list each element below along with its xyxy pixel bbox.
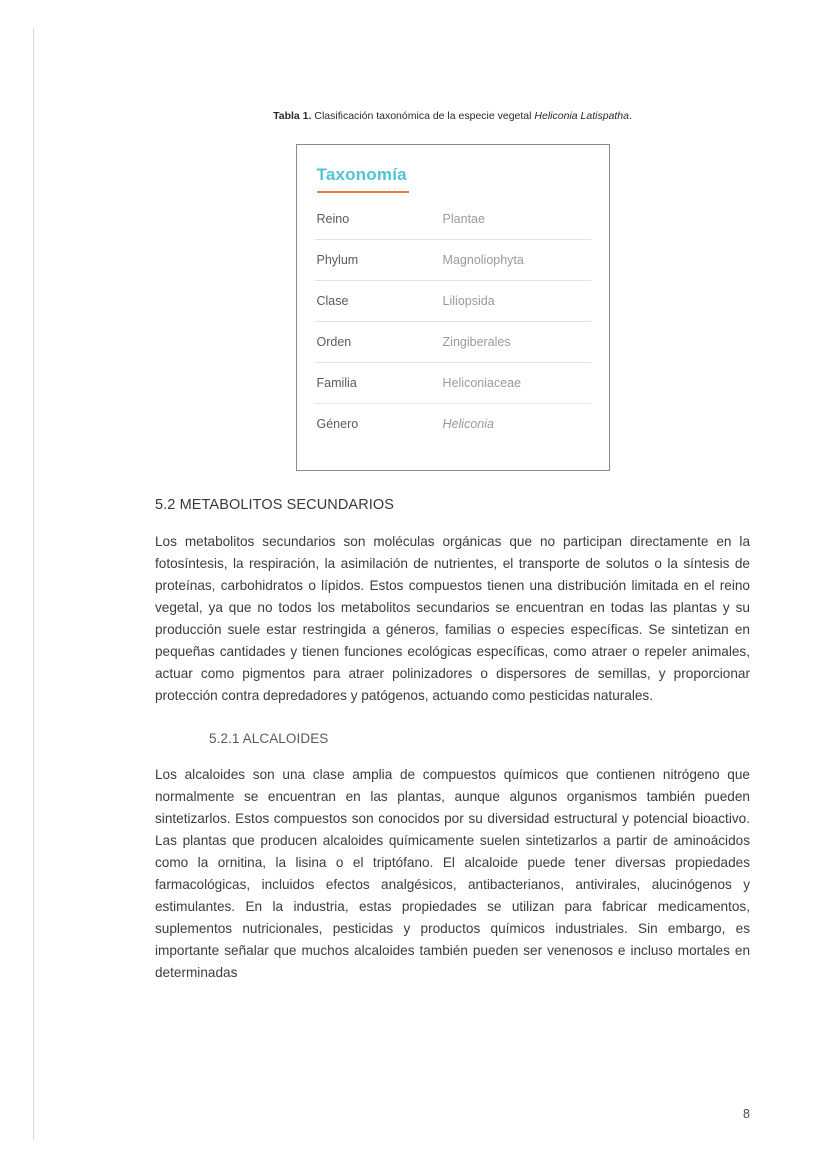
- table-caption-species: Heliconia Latispatha: [534, 110, 629, 122]
- table-row: [315, 363, 591, 404]
- subsection-heading-alcaloides: 5.2.1 ALCALOIDES: [209, 730, 329, 746]
- taxonomy-card: [296, 144, 610, 471]
- taxonomy-key: Phylum: [316, 252, 359, 267]
- taxonomy-value: Heliconia: [442, 416, 494, 431]
- table-caption-label: Tabla 1.: [273, 110, 312, 122]
- table-row: [315, 322, 591, 363]
- taxonomy-title-underline: [317, 191, 409, 193]
- taxonomy-key: Familia: [316, 375, 357, 390]
- taxonomy-table-wrapper: [155, 144, 750, 471]
- table-row: [315, 240, 591, 281]
- taxonomy-key: Clase: [316, 293, 349, 308]
- page-number: 8: [743, 1107, 750, 1121]
- table-row: [315, 199, 591, 240]
- taxonomy-card-title: Taxonomía: [316, 164, 407, 184]
- taxonomy-key: Orden: [316, 334, 352, 349]
- taxonomy-key: Género: [316, 416, 359, 431]
- taxonomy-value: Magnoliophyta: [442, 252, 524, 267]
- taxonomy-value: Plantae: [442, 211, 485, 226]
- taxonomy-value: Heliconiaceae: [442, 375, 522, 390]
- page-content: [155, 110, 750, 1000]
- table-row: [315, 281, 591, 322]
- paragraph-alcaloides: Los alcaloides son una clase amplia de compuestos químicos que contienen nitrógeno que normalmente se encuentran en las plantas, aunque algunos organismos también pueden sintetizarlos. Estos compuestos son conocidos por su diversidad estructural y potencial bioactivo. Las plantas que producen alcaloides químicamente suelen sintetizarlos a partir de aminoácidos como la ornitina, la lisina o el triptófano. El alcaloide puede tener diversas propiedades farmacológicas, incluidos efectos analgésicos, antibacterianos, antivirales, alucinógenos y estimulantes. En la industria, estas propiedades se utilizan para fabricar medicamentos, suplementos nutricionales, pesticidas y productos químicos industriales. Sin embargo, es importante señalar que muchos alcaloides también pueden ser venenosos e incluso mortales en determinadas: [155, 766, 750, 980]
- taxonomy-value: Zingiberales: [442, 334, 511, 349]
- page-left-margin-rule: [33, 28, 34, 1140]
- section-heading-metabolitos: 5.2 METABOLITOS SECUNDARIOS: [155, 496, 395, 513]
- table-caption: [155, 110, 750, 124]
- table-caption-text: Clasificación taxonómica de la especie vegetal: [311, 110, 535, 122]
- taxonomy-key: Reino: [316, 211, 350, 226]
- table-caption-period: .: [628, 110, 632, 122]
- paragraph-metabolitos: Los metabolitos secundarios son moléculas orgánicas que no participan directamente en la fotosíntesis, la respiración, la asimilación de nutrientes, el transporte de solutos o la síntesis de proteínas, carbohidratos o lípidos. Estos compuestos tienen una distribución limitada en el reino vegetal, ya que no todos los metabolitos secundarios se encuentran en todas las plantas y su producción suele estar restringida a géneros, familias o especies específicas. Se sintetizan en pequeñas cantidades y tienen funciones ecológicas específicas, como atraer o repeler animales, actuar como pigmentos para atraer polinizadores o dispersores de semillas, y proporcionar protección contra depredadores y patógenos, actuando como pesticidas naturales.: [155, 533, 750, 703]
- taxonomy-value: Liliopsida: [442, 293, 495, 308]
- table-row: [315, 404, 591, 444]
